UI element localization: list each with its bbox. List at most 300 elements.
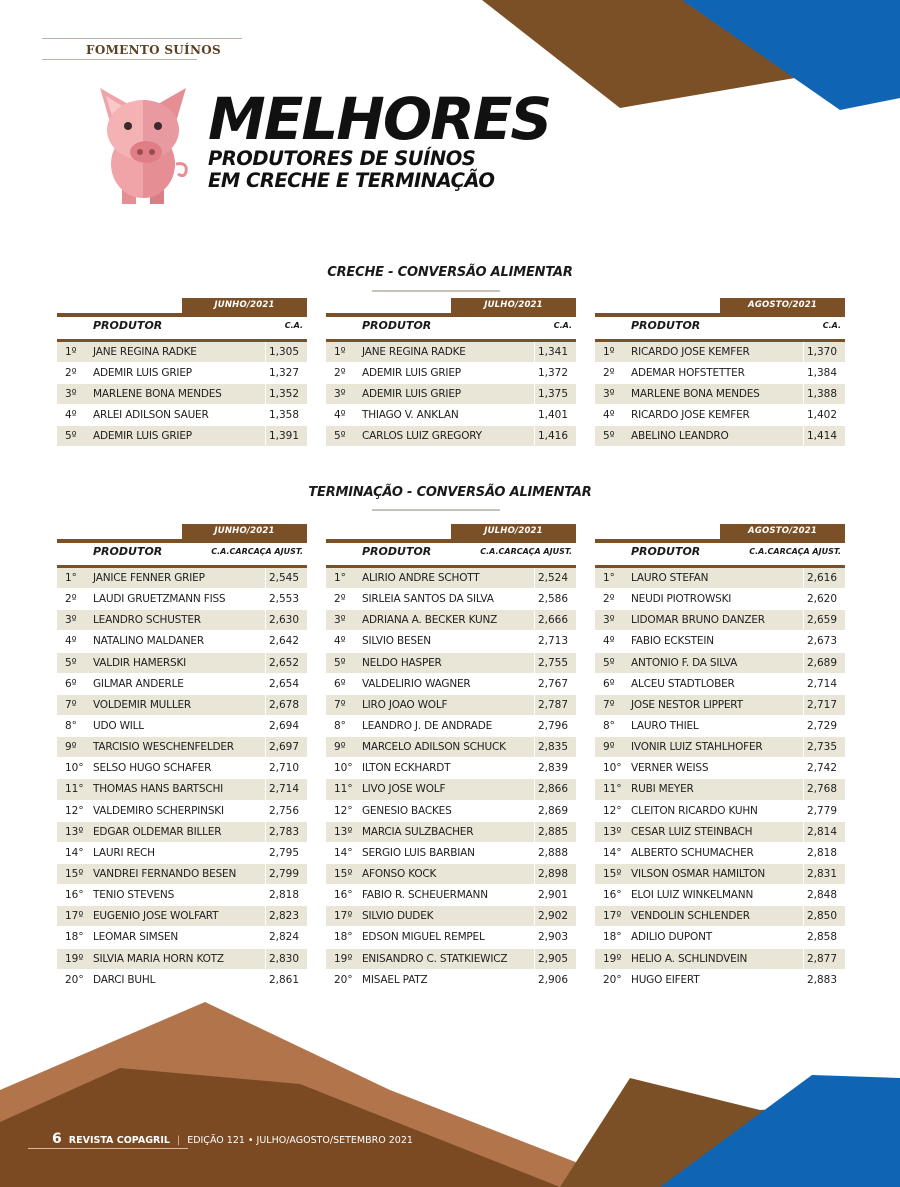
producer-name: RUBI MEYER	[631, 783, 694, 796]
conversion-value: 2,729	[806, 719, 837, 732]
conversion-value: 2,735	[806, 741, 837, 754]
conversion-value: 1,372	[537, 367, 568, 379]
table-row	[595, 758, 845, 779]
producer-name: TENIO STEVENS	[93, 889, 175, 902]
table-row	[595, 885, 845, 906]
producer-name: ADEMIR LUIS GRIEP	[362, 388, 461, 400]
table-body	[595, 342, 845, 447]
rank: 9º	[603, 741, 615, 754]
producer-name: JANICE FENNER GRIEP	[93, 572, 205, 584]
rank: 19º	[603, 952, 622, 965]
conversion-value: 2,888	[537, 846, 568, 859]
producer-name: ELOI LUIZ WINKELMANN	[631, 889, 754, 902]
table-row	[326, 674, 576, 695]
table-row	[57, 843, 307, 864]
conversion-value: 1,305	[268, 346, 299, 358]
table-row	[57, 568, 307, 589]
conversion-value: 2,877	[806, 952, 837, 965]
section-tag	[42, 38, 242, 60]
table-row	[595, 927, 845, 948]
producer-name: EDGAR OLDEMAR BILLER	[93, 825, 222, 838]
page-number: 6	[52, 1131, 62, 1147]
producer-name: TARCISIO WESCHENFELDER	[93, 741, 234, 754]
table-row	[57, 384, 307, 405]
conversion-value: 2,883	[806, 973, 837, 986]
rank: 4º	[65, 635, 77, 648]
rank: 4º	[603, 635, 615, 648]
rank: 12°	[334, 804, 353, 817]
producer-name: DARCI BUHL	[93, 973, 156, 986]
producer-name: VOLDEMIR MULLER	[93, 698, 191, 711]
producer-name: ALIRIO ANDRE SCHOTT	[362, 572, 480, 584]
table-row	[57, 426, 307, 447]
producer-name: ABELINO LEANDRO	[631, 430, 729, 442]
rank: 5º	[334, 656, 346, 669]
table-body	[326, 568, 576, 991]
conversion-value: 2,673	[806, 635, 837, 648]
producer-name: ADEMIR LUIS GRIEP	[362, 367, 461, 379]
table-row	[326, 801, 576, 822]
conversion-value: 2,861	[268, 973, 299, 986]
rank: 16°	[603, 889, 622, 902]
producer-name: SELSO HUGO SCHAFER	[93, 762, 212, 775]
producer-name: VANDREI FERNANDO BESEN	[93, 867, 237, 880]
table-row	[326, 970, 576, 991]
table-row	[326, 610, 576, 631]
table-row	[595, 695, 845, 716]
rank: 6º	[603, 677, 615, 690]
table-header	[595, 317, 845, 339]
rank: 15º	[334, 867, 353, 880]
conversion-value: 1,358	[268, 409, 299, 421]
producer-name: ENISANDRO C. STATKIEWICZ	[362, 952, 508, 965]
rank: 2º	[65, 593, 77, 606]
conversion-value: 2,818	[268, 889, 299, 902]
rank: 18°	[334, 931, 353, 944]
conversion-value: 2,713	[537, 635, 568, 648]
hero-title: MELHORES	[208, 85, 551, 153]
producer-name: VERNER WEISS	[631, 762, 709, 775]
rank: 5º	[65, 430, 77, 442]
rank: 8°	[603, 719, 615, 732]
rank: 20°	[65, 973, 84, 986]
conversion-value: 1,401	[537, 409, 568, 421]
table-row	[57, 653, 307, 674]
table-row	[57, 970, 307, 991]
column-value: C.A.	[822, 321, 841, 330]
column-producer: PRODUTOR	[362, 319, 432, 332]
creche-table	[326, 298, 576, 447]
rank: 19º	[334, 952, 353, 965]
table-row	[326, 822, 576, 843]
conversion-value: 2,756	[268, 804, 299, 817]
table-body	[57, 342, 307, 447]
footer-separator: |	[176, 1135, 181, 1146]
conversion-value: 2,901	[537, 889, 568, 902]
producer-name: HUGO EIFERT	[631, 973, 700, 986]
terminacao-title-rule	[372, 509, 500, 511]
rank: 11°	[65, 783, 84, 796]
conversion-value: 2,689	[806, 656, 837, 669]
producer-name: LEANDRO J. DE ANDRADE	[362, 719, 493, 732]
rank: 16°	[334, 889, 353, 902]
month-header: JULHO/2021	[451, 524, 576, 539]
conversion-value: 2,835	[537, 741, 568, 754]
producer-name: SILVIO DUDEK	[362, 910, 434, 923]
rank: 5º	[65, 656, 77, 669]
producer-name: CARLOS LUIZ GREGORY	[362, 430, 482, 442]
rank: 8°	[65, 719, 77, 732]
rank: 8°	[334, 719, 346, 732]
table-row	[595, 906, 845, 927]
table-row	[326, 695, 576, 716]
conversion-value: 2,586	[537, 593, 568, 606]
table-header	[326, 317, 576, 339]
footer-rule	[28, 1148, 188, 1149]
magazine-name: REVISTA COPAGRIL	[68, 1135, 170, 1146]
table-row	[326, 631, 576, 652]
table-row	[326, 949, 576, 970]
conversion-value: 2,616	[806, 572, 837, 584]
conversion-value: 1,384	[806, 367, 837, 379]
table-row	[57, 363, 307, 384]
conversion-value: 2,620	[806, 593, 837, 606]
rank: 3º	[603, 614, 615, 627]
producer-name: LAURO STEFAN	[631, 572, 709, 584]
rank: 3º	[65, 388, 77, 400]
terminacao-table	[57, 524, 307, 991]
rank: 2º	[334, 593, 346, 606]
month-header: JUNHO/2021	[182, 524, 307, 539]
table-row	[326, 885, 576, 906]
producer-name: GILMAR ANDERLE	[93, 677, 184, 690]
producer-name: FABIO R. SCHEUERMANN	[362, 889, 488, 902]
producer-name: LIVO JOSE WOLF	[362, 783, 446, 796]
rank: 11°	[334, 783, 353, 796]
producer-name: ADEMIR LUIS GRIEP	[93, 430, 192, 442]
conversion-value: 1,341	[537, 346, 568, 358]
producer-name: VALDIR HAMERSKI	[93, 656, 187, 669]
column-producer: PRODUTOR	[631, 545, 701, 558]
rank: 1°	[65, 572, 77, 584]
column-value: C.A.	[284, 321, 303, 330]
rank: 18°	[603, 931, 622, 944]
table-body	[326, 342, 576, 447]
producer-name: ARLEI ADILSON SAUER	[93, 409, 209, 421]
rank: 10°	[334, 762, 353, 775]
conversion-value: 2,659	[806, 614, 837, 627]
table-row	[326, 426, 576, 447]
conversion-value: 2,830	[268, 952, 299, 965]
producer-name: MISAEL PATZ	[362, 973, 428, 986]
rank: 14°	[603, 846, 622, 859]
rank: 4º	[334, 635, 346, 648]
conversion-value: 2,654	[268, 677, 299, 690]
table-row	[326, 342, 576, 363]
column-producer: PRODUTOR	[631, 319, 701, 332]
table-row	[595, 631, 845, 652]
hero-heading	[208, 85, 551, 192]
table-row	[595, 674, 845, 695]
table-row	[326, 758, 576, 779]
conversion-value: 1,375	[537, 388, 568, 400]
conversion-value: 2,902	[537, 910, 568, 923]
producer-name: ALCEU STADTLOBER	[631, 677, 735, 690]
producer-name: ADILIO DUPONT	[631, 931, 712, 944]
month-header: JUNHO/2021	[182, 298, 307, 313]
rank: 1°	[603, 572, 615, 584]
conversion-value: 1,402	[806, 409, 837, 421]
producer-name: MARLENE BONA MENDES	[93, 388, 222, 400]
table-header	[326, 543, 576, 565]
table-row	[326, 405, 576, 426]
producer-name: LAUDI GRUETZMANN FISS	[93, 593, 226, 606]
producer-name: CESAR LUIZ STEINBACH	[631, 825, 753, 838]
conversion-value: 2,630	[268, 614, 299, 627]
footer	[52, 1131, 413, 1147]
column-value: C.A.	[553, 321, 572, 330]
conversion-value: 2,799	[268, 867, 299, 880]
table-body	[57, 568, 307, 991]
table-row	[595, 716, 845, 737]
month-header: JULHO/2021	[451, 298, 576, 313]
table-row	[57, 737, 307, 758]
producer-name: LIRO JOAO WOLF	[362, 698, 448, 711]
table-row	[595, 363, 845, 384]
rank: 4º	[334, 409, 346, 421]
conversion-value: 2,755	[537, 656, 568, 669]
producer-name: NATALINO MALDANER	[93, 635, 204, 648]
table-row	[57, 674, 307, 695]
producer-name: MARCIA SULZBACHER	[362, 825, 474, 838]
table-row	[595, 737, 845, 758]
table-row	[595, 653, 845, 674]
conversion-value: 1,414	[806, 430, 837, 442]
table-row	[57, 758, 307, 779]
terminacao-title: TERMINAÇÃO - CONVERSÃO ALIMENTAR	[308, 485, 592, 500]
rank: 12°	[65, 804, 84, 817]
rank: 16°	[65, 889, 84, 902]
conversion-value: 2,814	[806, 825, 837, 838]
producer-name: SILVIA MARIA HORN KOTZ	[93, 952, 224, 965]
rank: 13º	[603, 825, 622, 838]
conversion-value: 2,783	[268, 825, 299, 838]
producer-name: RICARDO JOSE KEMFER	[631, 346, 750, 358]
rank: 15º	[603, 867, 622, 880]
conversion-value: 2,823	[268, 910, 299, 923]
producer-name: THOMAS HANS BARTSCHI	[93, 783, 224, 796]
hero-subtitle-line1: PRODUTORES DE SUÍNOS	[208, 147, 476, 170]
conversion-value: 1,416	[537, 430, 568, 442]
table-row	[326, 384, 576, 405]
conversion-value: 2,848	[806, 889, 837, 902]
table-row	[57, 342, 307, 363]
table-row	[57, 610, 307, 631]
table-row	[57, 801, 307, 822]
producer-name: NELDO HASPER	[362, 656, 442, 669]
rank: 19º	[65, 952, 84, 965]
rank: 1°	[334, 572, 346, 584]
producer-name: THIAGO V. ANKLAN	[362, 409, 459, 421]
rank: 1º	[603, 346, 615, 358]
producer-name: JANE REGINA RADKE	[93, 346, 197, 358]
conversion-value: 2,906	[537, 973, 568, 986]
producer-name: SIRLEIA SANTOS DA SILVA	[362, 593, 494, 606]
rank: 3º	[603, 388, 615, 400]
producer-name: EUGENIO JOSE WOLFART	[93, 910, 219, 923]
producer-name: VENDOLIN SCHLENDER	[631, 910, 750, 923]
table-row	[326, 864, 576, 885]
producer-name: FABIO ECKSTEIN	[631, 635, 714, 648]
conversion-value: 2,787	[537, 698, 568, 711]
conversion-value: 2,714	[806, 677, 837, 690]
rank: 3º	[334, 388, 346, 400]
rank: 1º	[334, 346, 346, 358]
conversion-value: 2,869	[537, 804, 568, 817]
table-row	[326, 779, 576, 800]
column-producer: PRODUTOR	[93, 319, 163, 332]
table-row	[57, 695, 307, 716]
conversion-value: 2,796	[537, 719, 568, 732]
rank: 7º	[603, 698, 615, 711]
rank: 14°	[65, 846, 84, 859]
table-header	[57, 543, 307, 565]
table-row	[595, 568, 845, 589]
rank: 7º	[334, 698, 346, 711]
producer-name: CLEITON RICARDO KUHN	[631, 804, 758, 817]
table-row	[57, 906, 307, 927]
rank: 3º	[334, 614, 346, 627]
terminacao-table	[595, 524, 845, 991]
table-row	[57, 716, 307, 737]
table-row	[595, 405, 845, 426]
table-row	[326, 589, 576, 610]
conversion-value: 2,694	[268, 719, 299, 732]
conversion-value: 2,678	[268, 698, 299, 711]
producer-name: MARLENE BONA MENDES	[631, 388, 760, 400]
conversion-value: 2,858	[806, 931, 837, 944]
table-row	[57, 589, 307, 610]
conversion-value: 2,795	[268, 846, 299, 859]
rank: 2º	[334, 367, 346, 379]
table-row	[326, 737, 576, 758]
table-row	[326, 906, 576, 927]
producer-name: LAURO THIEL	[631, 719, 699, 732]
table-row	[595, 426, 845, 447]
conversion-value: 2,850	[806, 910, 837, 923]
conversion-value: 2,714	[268, 783, 299, 796]
rank: 4º	[65, 409, 77, 421]
rank: 5º	[603, 430, 615, 442]
producer-name: SERGIO LUIS BARBIAN	[362, 846, 475, 859]
conversion-value: 2,697	[268, 741, 299, 754]
table-header	[595, 543, 845, 565]
producer-name: HELIO A. SCHLINDVEIN	[631, 952, 748, 965]
conversion-value: 2,545	[268, 572, 299, 584]
producer-name: UDO WILL	[93, 719, 144, 732]
producer-name: JANE REGINA RADKE	[362, 346, 466, 358]
rank: 3º	[65, 614, 77, 627]
table-row	[595, 822, 845, 843]
producer-name: ADRIANA A. BECKER KUNZ	[362, 614, 498, 627]
table-row	[326, 653, 576, 674]
producer-name: ADEMIR LUIS GRIEP	[93, 367, 192, 379]
table-row	[57, 949, 307, 970]
producer-name: LEANDRO SCHUSTER	[93, 614, 201, 627]
rank: 12°	[603, 804, 622, 817]
conversion-value: 1,388	[806, 388, 837, 400]
rank: 20°	[603, 973, 622, 986]
producer-name: SILVIO BESEN	[362, 635, 431, 648]
creche-title: CRECHE - CONVERSÃO ALIMENTAR	[327, 265, 573, 280]
producer-name: GENESIO BACKES	[362, 804, 452, 817]
conversion-value: 1,391	[268, 430, 299, 442]
hero-subtitle-line2: EM CRECHE E TERMINAÇÃO	[208, 169, 495, 192]
table-row	[326, 843, 576, 864]
producer-name: AFONSO KOCK	[362, 867, 437, 880]
terminacao-table	[326, 524, 576, 991]
rank: 2º	[603, 593, 615, 606]
table-row	[326, 716, 576, 737]
rank: 4º	[603, 409, 615, 421]
rank: 2º	[65, 367, 77, 379]
producer-name: ADEMAR HOFSTETTER	[631, 367, 745, 379]
rank: 17º	[334, 910, 353, 923]
rank: 13º	[65, 825, 84, 838]
producer-name: VALDEMIRO SCHERPINSKI	[93, 804, 224, 817]
conversion-value: 2,831	[806, 867, 837, 880]
table-row	[57, 405, 307, 426]
table-row	[595, 970, 845, 991]
creche-title-rule	[372, 290, 500, 292]
creche-table	[595, 298, 845, 447]
rank: 6º	[65, 677, 77, 690]
conversion-value: 2,818	[806, 846, 837, 859]
table-row	[326, 927, 576, 948]
table-row	[595, 843, 845, 864]
rank: 2º	[603, 367, 615, 379]
conversion-value: 2,903	[537, 931, 568, 944]
table-row	[326, 363, 576, 384]
conversion-value: 2,710	[268, 762, 299, 775]
column-producer: PRODUTOR	[362, 545, 432, 558]
producer-name: ILTON ECKHARDT	[362, 762, 451, 775]
conversion-value: 2,553	[268, 593, 299, 606]
conversion-value: 1,370	[806, 346, 837, 358]
table-row	[595, 384, 845, 405]
table-row	[595, 864, 845, 885]
rank: 1º	[65, 346, 77, 358]
table-row	[595, 342, 845, 363]
table-row	[57, 927, 307, 948]
conversion-value: 2,839	[537, 762, 568, 775]
producer-name: EDSON MIGUEL REMPEL	[362, 931, 485, 944]
producer-name: VALDELIRIO WAGNER	[362, 677, 471, 690]
rank: 18°	[65, 931, 84, 944]
conversion-value: 1,352	[268, 388, 299, 400]
conversion-value: 2,905	[537, 952, 568, 965]
pig-icon	[88, 82, 198, 208]
rank: 6º	[334, 677, 346, 690]
conversion-value: 2,742	[806, 762, 837, 775]
producer-name: ANTONIO F. DA SILVA	[631, 656, 738, 669]
rank: 9º	[65, 741, 77, 754]
column-value: C.A.CARCAÇA AJUST.	[211, 547, 303, 556]
producer-name: LAURI RECH	[93, 846, 155, 859]
producer-name: LEOMAR SIMSEN	[93, 931, 178, 944]
conversion-value: 2,717	[806, 698, 837, 711]
rank: 17º	[603, 910, 622, 923]
